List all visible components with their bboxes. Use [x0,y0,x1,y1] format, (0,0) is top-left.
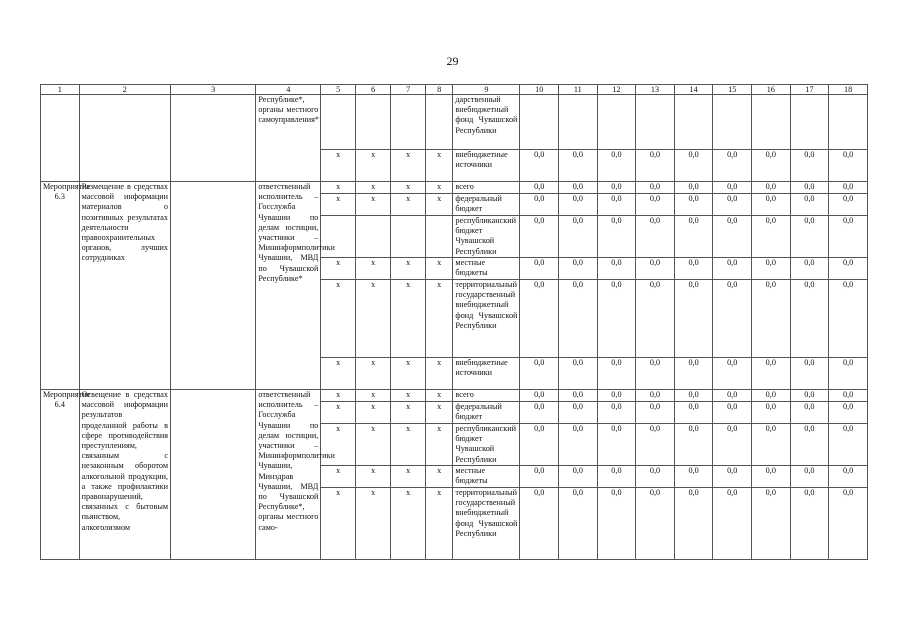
column-header: 11 [559,85,598,95]
funding-source: местные бюджеты [453,466,520,488]
mark-cell: x [391,150,426,182]
value-cell: 0,0 [674,402,713,424]
mark-cell: x [355,358,391,390]
mark-cell: x [355,488,391,560]
value-cell: 0,0 [790,402,829,424]
value-cell: 0,0 [520,216,559,258]
mark-cell: x [355,150,391,182]
mark-cell: x [321,390,356,402]
funding-source: внебюджетные источники [453,150,520,182]
value-cell: 0,0 [559,182,598,194]
value-cell [636,95,675,150]
value-cell: 0,0 [674,488,713,560]
value-cell: 0,0 [829,194,868,216]
measure-label: Мероприятие 6.4 [41,390,80,560]
value-cell: 0,0 [559,488,598,560]
value-cell: 0,0 [520,182,559,194]
value-cell: 0,0 [520,194,559,216]
value-cell: 0,0 [829,390,868,402]
value-cell: 0,0 [520,150,559,182]
value-cell: 0,0 [752,280,791,358]
mark-cell: x [321,424,356,466]
executor-cell: ответственный исполнитель – Госслужба Чувашии по делам юстиции, участники – Мининформполитики Чувашии, МВД по Чувашской Республике* [256,182,321,390]
mark-cell [355,95,391,150]
value-cell: 0,0 [713,424,752,466]
mark-cell: x [391,424,426,466]
column-header: 6 [355,85,391,95]
mark-cell: x [391,402,426,424]
value-cell: 0,0 [636,466,675,488]
value-cell: 0,0 [713,150,752,182]
value-cell: 0,0 [520,466,559,488]
value-cell: 0,0 [713,182,752,194]
value-cell: 0,0 [790,194,829,216]
value-cell: 0,0 [713,358,752,390]
value-cell: 0,0 [636,194,675,216]
value-cell: 0,0 [559,424,598,466]
value-cell: 0,0 [674,182,713,194]
value-cell: 0,0 [829,488,868,560]
mark-cell: x [321,280,356,358]
value-cell [713,95,752,150]
mark-cell: x [355,424,391,466]
mark-cell: x [425,182,452,194]
mark-cell: x [321,194,356,216]
mark-cell [321,95,356,150]
mark-cell: x [355,194,391,216]
header-row [41,85,868,95]
value-cell: 0,0 [790,258,829,280]
value-cell: 0,0 [597,216,636,258]
mark-cell: x [391,182,426,194]
value-cell: 0,0 [674,466,713,488]
mark-cell [391,216,426,258]
value-cell: 0,0 [636,258,675,280]
column-header: 9 [453,85,520,95]
mark-cell: x [425,280,452,358]
value-cell: 0,0 [829,182,868,194]
value-cell: 0,0 [790,390,829,402]
mark-cell: x [321,488,356,560]
table-row [41,95,868,150]
funding-source: федеральный бюджет [453,402,520,424]
value-cell: 0,0 [790,150,829,182]
value-cell: 0,0 [559,194,598,216]
value-cell: 0,0 [597,424,636,466]
column-header: 12 [597,85,636,95]
value-cell: 0,0 [520,258,559,280]
measure-description: Размещение в средствах массовой информации материалов о позитивных результатах деятельности правоохранительных органов, лучших сотрудниках [79,182,170,390]
value-cell: 0,0 [636,182,675,194]
funding-source: территориальный государственный внебюджетный фонд Чувашской Республики [453,488,520,560]
value-cell: 0,0 [790,280,829,358]
mark-cell: x [321,150,356,182]
measure-label: Мероприятие 6.3 [41,182,80,390]
funding-source: республиканский бюджет Чувашской Республики [453,216,520,258]
mark-cell: x [425,424,452,466]
value-cell: 0,0 [674,358,713,390]
value-cell: 0,0 [520,358,559,390]
column-header: 15 [713,85,752,95]
value-cell [790,95,829,150]
value-cell: 0,0 [752,258,791,280]
value-cell: 0,0 [559,358,598,390]
value-cell: 0,0 [829,216,868,258]
value-cell: 0,0 [829,258,868,280]
value-cell: 0,0 [674,216,713,258]
value-cell: 0,0 [597,402,636,424]
funding-source: федеральный бюджет [453,194,520,216]
value-cell: 0,0 [636,216,675,258]
value-cell: 0,0 [636,390,675,402]
funding-source: всего [453,390,520,402]
value-cell: 0,0 [790,358,829,390]
value-cell: 0,0 [674,390,713,402]
measure-description: Освещение в средствах массовой информации результатов проделанной работы в сфере противодействия преступлениям, связанным с незаконным оборотом алкогольной продукции, а также профилактики правонарушений, связанных с бытовым пьянством, алкоголизмом [79,390,170,560]
value-cell: 0,0 [636,150,675,182]
value-cell: 0,0 [597,390,636,402]
mark-cell: x [391,258,426,280]
value-cell: 0,0 [713,488,752,560]
value-cell: 0,0 [520,488,559,560]
value-cell: 0,0 [520,390,559,402]
value-cell: 0,0 [790,424,829,466]
value-cell: 0,0 [559,258,598,280]
value-cell: 0,0 [559,466,598,488]
table-row [41,182,868,194]
column-header: 10 [520,85,559,95]
value-cell: 0,0 [790,488,829,560]
value-cell [674,95,713,150]
mark-cell: x [355,390,391,402]
column-header: 18 [829,85,868,95]
mark-cell: x [355,466,391,488]
empty-cell [171,182,256,390]
value-cell: 0,0 [597,150,636,182]
column-header: 13 [636,85,675,95]
funding-source: территориальный государственный внебюджетный фонд Чувашской Республики [453,280,520,358]
table-row [41,390,868,402]
value-cell: 0,0 [674,150,713,182]
value-cell [752,95,791,150]
funding-source: всего [453,182,520,194]
program-table [40,84,868,560]
mark-cell [425,95,452,150]
value-cell: 0,0 [752,216,791,258]
mark-cell: x [355,258,391,280]
value-cell [829,95,868,150]
value-cell: 0,0 [597,488,636,560]
value-cell: 0,0 [597,358,636,390]
mark-cell: x [425,466,452,488]
value-cell: 0,0 [674,280,713,358]
value-cell: 0,0 [752,424,791,466]
value-cell: 0,0 [559,150,598,182]
empty-cell [171,95,256,182]
executor-cell: ответственный исполнитель – Госслужба Чувашии по делам юстиции, участники – Мининформполитики Чувашии, Минздрав Чувашии, МВД по Чувашской Республике*, органы местного само- [256,390,321,560]
value-cell: 0,0 [674,258,713,280]
value-cell: 0,0 [752,182,791,194]
mark-cell: x [425,194,452,216]
value-cell: 0,0 [559,216,598,258]
mark-cell: x [391,466,426,488]
value-cell: 0,0 [674,194,713,216]
funding-source: дарственный внебюджетный фонд Чувашской Республики [453,95,520,150]
value-cell: 0,0 [752,194,791,216]
value-cell: 0,0 [752,488,791,560]
value-cell: 0,0 [597,194,636,216]
value-cell: 0,0 [636,280,675,358]
value-cell: 0,0 [597,466,636,488]
value-cell: 0,0 [790,466,829,488]
value-cell: 0,0 [559,280,598,358]
mark-cell: x [321,466,356,488]
mark-cell [355,216,391,258]
column-header: 17 [790,85,829,95]
mark-cell: x [355,402,391,424]
value-cell: 0,0 [829,424,868,466]
column-header: 16 [752,85,791,95]
column-header: 1 [41,85,80,95]
mark-cell: x [425,258,452,280]
value-cell: 0,0 [674,424,713,466]
value-cell: 0,0 [713,280,752,358]
value-cell: 0,0 [829,402,868,424]
mark-cell [425,216,452,258]
column-header: 7 [391,85,426,95]
mark-cell: x [425,488,452,560]
mark-cell: x [321,402,356,424]
value-cell: 0,0 [636,358,675,390]
funding-source: республиканский бюджет Чувашской Республики [453,424,520,466]
mark-cell: x [425,358,452,390]
column-header: 2 [79,85,170,95]
column-header: 14 [674,85,713,95]
funding-source: внебюджетные источники [453,358,520,390]
mark-cell: x [321,358,356,390]
value-cell: 0,0 [752,402,791,424]
value-cell: 0,0 [636,402,675,424]
page-number: 29 [446,54,459,68]
value-cell: 0,0 [713,402,752,424]
column-header: 4 [256,85,321,95]
mark-cell: x [391,488,426,560]
column-header: 8 [425,85,452,95]
mark-cell: x [425,402,452,424]
value-cell: 0,0 [790,216,829,258]
value-cell: 0,0 [752,390,791,402]
value-cell: 0,0 [790,182,829,194]
mark-cell: x [425,390,452,402]
value-cell: 0,0 [520,402,559,424]
mark-cell: x [321,182,356,194]
value-cell: 0,0 [752,150,791,182]
value-cell: 0,0 [713,466,752,488]
value-cell: 0,0 [713,390,752,402]
value-cell [520,95,559,150]
column-header: 3 [171,85,256,95]
mark-cell: x [425,150,452,182]
mark-cell: x [391,390,426,402]
value-cell: 0,0 [597,280,636,358]
column-header: 5 [321,85,356,95]
value-cell: 0,0 [520,280,559,358]
value-cell [597,95,636,150]
value-cell: 0,0 [636,488,675,560]
mark-cell [391,95,426,150]
value-cell: 0,0 [752,358,791,390]
value-cell: 0,0 [636,424,675,466]
value-cell: 0,0 [713,194,752,216]
value-cell: 0,0 [559,390,598,402]
mark-cell: x [321,258,356,280]
mark-cell: x [355,182,391,194]
mark-cell: x [391,280,426,358]
value-cell: 0,0 [829,280,868,358]
funding-source: местные бюджеты [453,258,520,280]
executor-cell: Республике*, органы местного самоуправления* [256,95,321,182]
mark-cell: x [391,358,426,390]
value-cell: 0,0 [597,258,636,280]
mark-cell: x [355,280,391,358]
label-cell [41,95,80,182]
mark-cell: x [391,194,426,216]
value-cell: 0,0 [713,216,752,258]
desc-cell [79,95,170,182]
value-cell: 0,0 [597,182,636,194]
value-cell: 0,0 [559,402,598,424]
value-cell: 0,0 [520,424,559,466]
value-cell: 0,0 [829,150,868,182]
value-cell [559,95,598,150]
empty-cell [171,390,256,560]
value-cell: 0,0 [752,466,791,488]
value-cell: 0,0 [829,358,868,390]
value-cell: 0,0 [713,258,752,280]
value-cell: 0,0 [829,466,868,488]
